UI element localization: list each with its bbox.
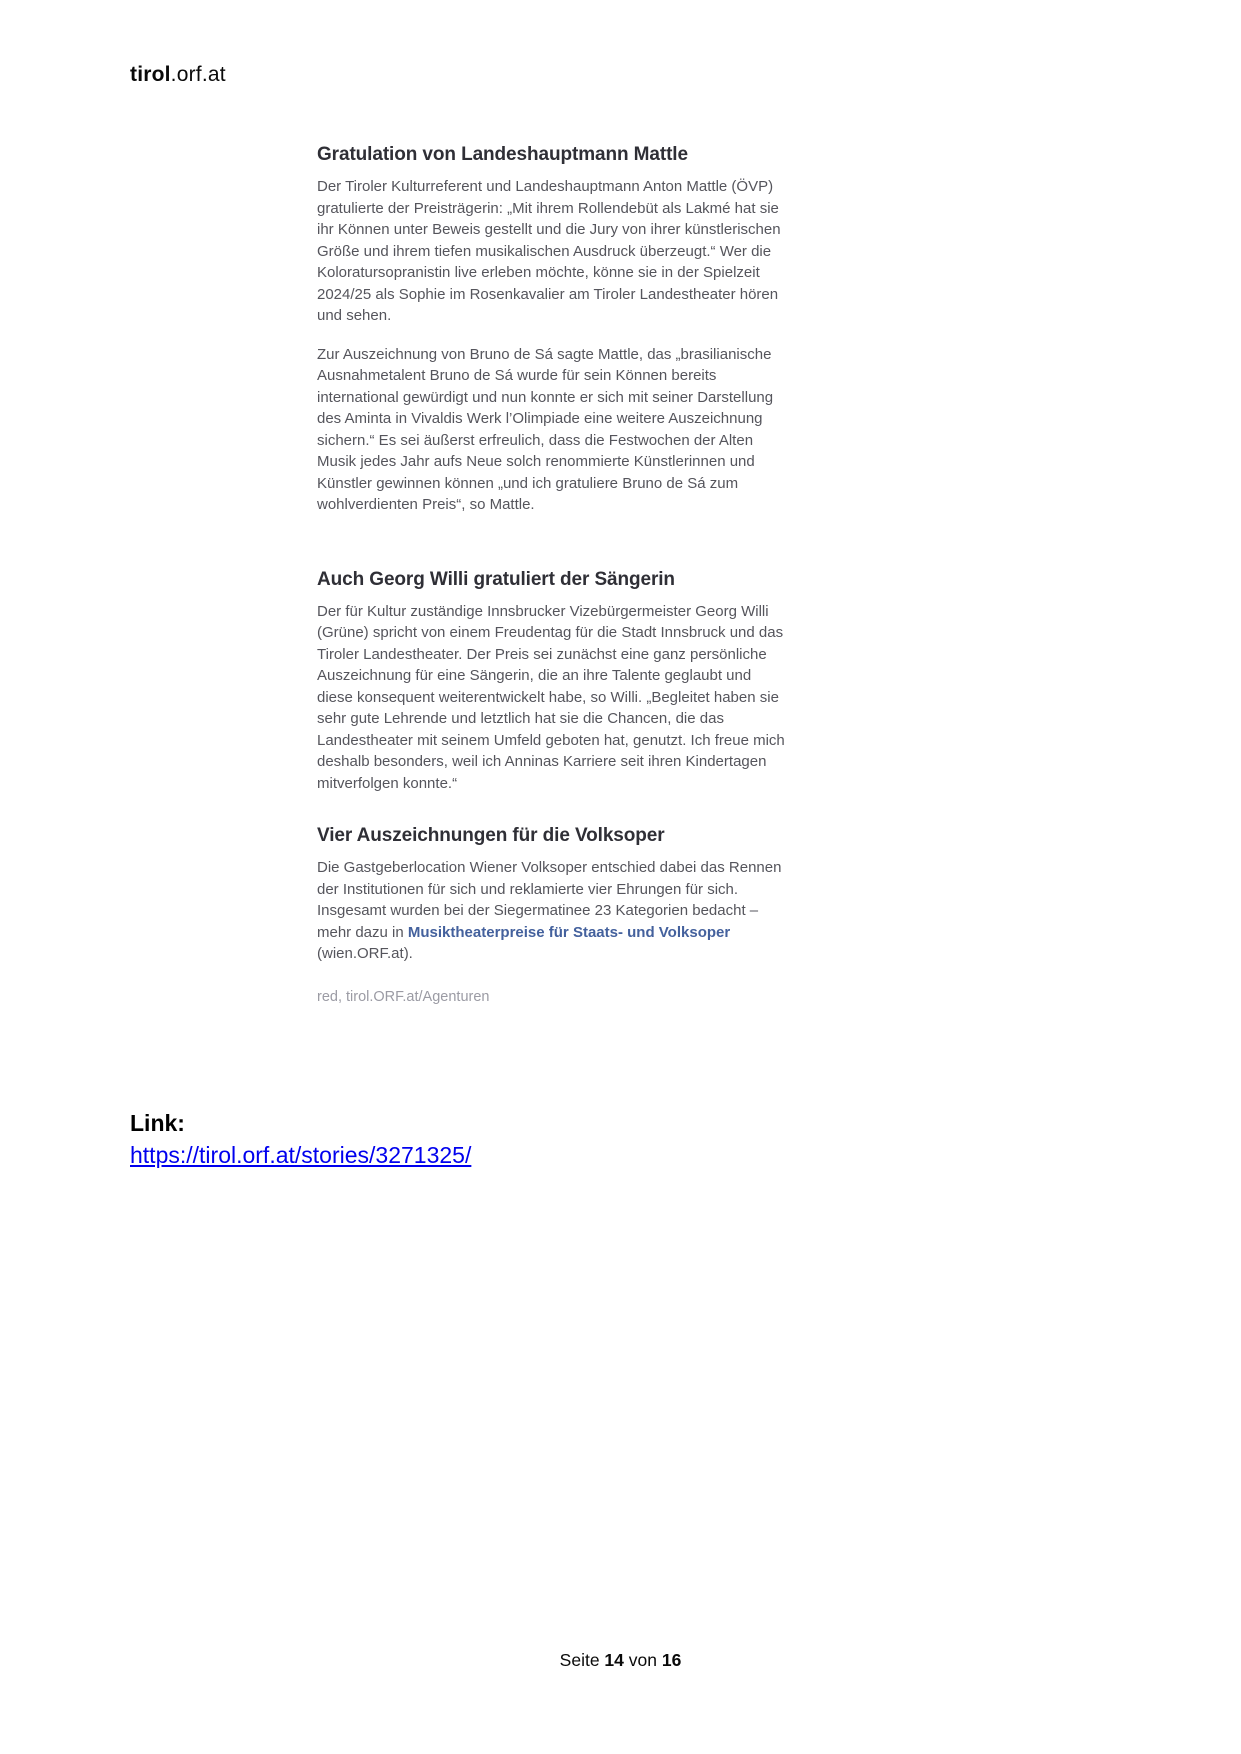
- musiktheaterpreise-article-link[interactable]: Musiktheaterpreise für Staats- und Volksoper: [407, 923, 731, 941]
- paragraph-lead-text: Die Gastgeberlocation Wiener Volksoper entschied dabei das Rennen der Institutionen für sich und reklamierte vier Ehrungen für sich. Insgesamt wurden bei der Siegermatinee 23 Kategorien bedacht – mehr dazu in: [317, 859, 782, 941]
- article-body: [317, 143, 790, 1008]
- site-logo: [130, 63, 226, 87]
- site-logo-rest: .orf.at: [170, 63, 226, 86]
- section-mattle: [317, 143, 790, 516]
- section-heading-willi: Auch Georg Willi gratuliert der Sängerin: [317, 568, 675, 590]
- paragraph: Zur Auszeichnung von Bruno de Sá sagte Mattle, das „brasilianische Ausnahmetalent Bruno de Sá wurde für sein Können bereits international gewürdigt und nun konnte er sich mit seiner Darstellung des Aminta in Vivaldis Werk l’Olimpiade eine weitere Auszeichnung sichern.“ Es sei äußerst erfreulich, dass die Festwochen der Alten Musik jedes Jahr aufs Neue solch renommierte Künstlerinnen und Künstler gewinnen können „und ich gratuliere Bruno de Sá zum wohlverdienten Preis“, so Mattle.: [317, 345, 774, 513]
- paragraph-tail-text: (wien.ORF.at).: [317, 945, 413, 962]
- paragraph: Der für Kultur zuständige Innsbrucker Vizebürgermeister Georg Willi (Grüne) spricht von einem Freudentag für die Stadt Innsbruck und das Tiroler Landestheater. Der Preis sei zunächst eine ganz persönliche Auszeichnung für eine Sängerin, die an ihre Talente geglaubt und diese konsequent weiterentwickelt habe, so Willi. „Begleitet haben sie sehr gute Lehrende und letztlich hat sie die Chancen, die das Landestheater mit seinem Umfeld geboten hat, genutzt. Ich freue mich deshalb besonders, weil ich Anninas Karriere seit ihren Kindertagen mitverfolgen konnte.“: [317, 602, 785, 792]
- article-byline: red, tirol.ORF.at/Agenturen: [317, 988, 490, 1005]
- current-page-number: 14: [604, 1650, 624, 1670]
- story-url-link[interactable]: https://tirol.orf.at/stories/3271325/: [130, 1142, 472, 1168]
- site-logo-bold: tirol: [130, 63, 171, 86]
- page-indicator-separator: von: [623, 1650, 662, 1670]
- paragraph: [317, 857, 790, 965]
- section-volksoper: [317, 824, 790, 965]
- paragraph: Der Tiroler Kulturreferent und Landeshauptmann Anton Mattle (ÖVP) gratulierte der Preisträgerin: „Mit ihrem Rollendebüt als Lakmé hat sie ihr Können unter Beweis gestellt und die Jury von ihrer künstlerischen Größe und ihrem tiefen musikalischen Ausdruck überzeugt.“ Wer die Koloratursopranistin live erleben möchte, könne sie in der Spielzeit 2024/25 als Sophie im Rosenkavalier am Tiroler Landestheater hören und sehen.: [317, 178, 781, 324]
- page-number-indicator: [0, 1650, 1241, 1671]
- link-section: [130, 1108, 471, 1170]
- section-heading-volksoper: Vier Auszeichnungen für die Volksoper: [317, 825, 665, 846]
- section-heading-mattle: Gratulation von Landeshauptmann Mattle: [317, 144, 688, 165]
- link-section-label: Link:: [130, 1110, 185, 1136]
- total-page-number: 16: [661, 1650, 682, 1670]
- page-indicator-prefix: Seite: [559, 1650, 605, 1670]
- section-willi: [317, 568, 790, 795]
